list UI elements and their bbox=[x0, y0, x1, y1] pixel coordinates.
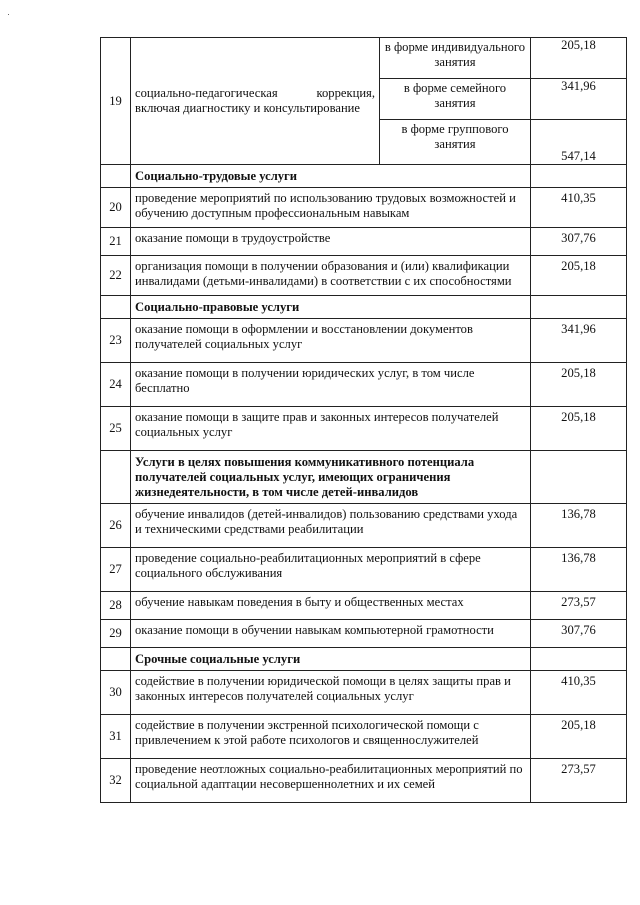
price: 341,96 bbox=[531, 79, 627, 120]
service-form: в форме индивидуального занятия bbox=[380, 38, 531, 79]
price: 307,76 bbox=[531, 228, 627, 256]
scan-specks bbox=[8, 14, 12, 18]
service-name: содействие в получении экстренной психологической помощи с привлечением к этой работе психологов и священнослужителей bbox=[131, 715, 531, 759]
section-title: Социально-правовые услуги bbox=[131, 296, 531, 319]
row-number: 32 bbox=[101, 759, 131, 803]
row-number: 25 bbox=[101, 407, 131, 451]
row-number: 23 bbox=[101, 319, 131, 363]
section-header-row bbox=[101, 165, 627, 188]
row-number: 29 bbox=[101, 620, 131, 648]
service-name: проведение мероприятий по использованию трудовых возможностей и обучению доступным профессиональным навыкам bbox=[131, 188, 531, 228]
tariff-table bbox=[100, 37, 627, 803]
service-name: обучение навыкам поведения в быту и общественных местах bbox=[131, 592, 531, 620]
row-number: 26 bbox=[101, 504, 131, 548]
service-name: организация помощи в получении образования и (или) квалификации инвалидами (детьми-инвалидами) в соответствии с их способностями bbox=[131, 256, 531, 296]
service-name-line: социально-педагогическая коррекция, bbox=[135, 86, 375, 100]
table-row bbox=[101, 671, 627, 715]
row-number: 21 bbox=[101, 228, 131, 256]
table-row bbox=[101, 548, 627, 592]
section-header-row bbox=[101, 648, 627, 671]
table-row bbox=[101, 620, 627, 648]
service-name bbox=[131, 38, 380, 165]
row-number: 28 bbox=[101, 592, 131, 620]
price: 136,78 bbox=[531, 548, 627, 592]
table-row bbox=[101, 715, 627, 759]
price: 273,57 bbox=[531, 592, 627, 620]
row-number: 30 bbox=[101, 671, 131, 715]
table-row bbox=[101, 228, 627, 256]
row-number: 20 bbox=[101, 188, 131, 228]
service-name: оказание помощи в трудоустройстве bbox=[131, 228, 531, 256]
table-row bbox=[101, 256, 627, 296]
price: 205,18 bbox=[531, 38, 627, 79]
row-number: 24 bbox=[101, 363, 131, 407]
service-name: оказание помощи в защите прав и законных интересов получателей социальных услуг bbox=[131, 407, 531, 451]
service-name-line: включая диагностику и консультирование bbox=[135, 101, 361, 115]
service-name: содействие в получении юридической помощи в целях защиты прав и законных интересов получателей социальных услуг bbox=[131, 671, 531, 715]
table-row bbox=[101, 38, 627, 79]
table-row bbox=[101, 188, 627, 228]
service-name: оказание помощи в оформлении и восстановлении документов получателей социальных услуг bbox=[131, 319, 531, 363]
row-number: 22 bbox=[101, 256, 131, 296]
row-number: 27 bbox=[101, 548, 131, 592]
table-row bbox=[101, 592, 627, 620]
price: 273,57 bbox=[531, 759, 627, 803]
section-title: Срочные социальные услуги bbox=[131, 648, 531, 671]
price: 205,18 bbox=[531, 715, 627, 759]
price: 410,35 bbox=[531, 671, 627, 715]
price: 205,18 bbox=[531, 363, 627, 407]
table-row bbox=[101, 319, 627, 363]
table-row bbox=[101, 363, 627, 407]
service-name: обучение инвалидов (детей-инвалидов) пользованию средствами ухода и техническими средствами реабилитации bbox=[131, 504, 531, 548]
table-row bbox=[101, 504, 627, 548]
row-number: 31 bbox=[101, 715, 131, 759]
service-name: проведение неотложных социально-реабилитационных мероприятий по социальной адаптации несовершеннолетних и их семей bbox=[131, 759, 531, 803]
price: 136,78 bbox=[531, 504, 627, 548]
service-name: проведение социально-реабилитационных мероприятий в сфере социального обслуживания bbox=[131, 548, 531, 592]
price: 341,96 bbox=[531, 319, 627, 363]
service-form: в форме семейного занятия bbox=[380, 79, 531, 120]
section-header-row bbox=[101, 296, 627, 319]
service-name: оказание помощи в обучении навыкам компьютерной грамотности bbox=[131, 620, 531, 648]
price: 307,76 bbox=[531, 620, 627, 648]
section-title: Социально-трудовые услуги bbox=[131, 165, 531, 188]
section-header-row bbox=[101, 451, 627, 504]
table-row bbox=[101, 407, 627, 451]
service-name: оказание помощи в получении юридических услуг, в том числе бесплатно bbox=[131, 363, 531, 407]
price: 205,18 bbox=[531, 256, 627, 296]
table-row bbox=[101, 759, 627, 803]
row-number: 19 bbox=[101, 38, 131, 165]
section-title: Услуги в целях повышения коммуникативного потенциала получателей социальных услуг, имеющих ограничения жизнедеятельности, в том числе детей-инвалидов bbox=[131, 451, 531, 504]
service-form: в форме группового занятия bbox=[380, 120, 531, 165]
price: 205,18 bbox=[531, 407, 627, 451]
price: 547,14 bbox=[531, 120, 627, 165]
price: 410,35 bbox=[531, 188, 627, 228]
